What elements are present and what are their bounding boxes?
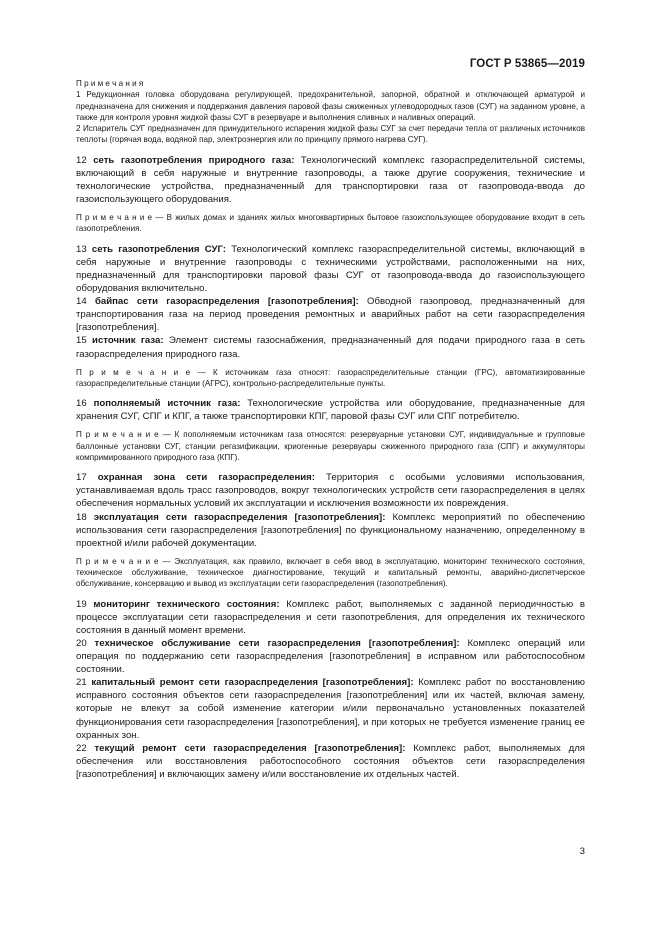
standard-designation: ГОСТ Р 53865—2019 xyxy=(469,58,585,70)
term-22: 22 текущий ремонт сети газораспределения [газопотребления]: Комплекс работ, выполняемых для обеспечения или восстановления работоспособного состояния объектов сети газораспределения [газопотребления] и включающих замену и/или восстановление их отдельных частей. xyxy=(76,742,585,780)
term-12-title: сеть газопотребления природного газа: xyxy=(93,154,295,166)
term-17-title: охранная зона сети газораспределения: xyxy=(97,472,315,484)
term-15-title: источник газа: xyxy=(92,335,164,347)
notes-heading: П р и м е ч а н и я xyxy=(76,79,144,88)
term-20-title: техническое обслуживание сети газораспределения [газопотребления]: xyxy=(94,638,460,649)
term-14: 14 байпас сети газораспределения [газопотребления]: Обводной газопровод, предназначенный для транспортирования газа на период проведения ремонтных и аварийных работ на сети газораспределения [газопотребления]. xyxy=(76,296,586,334)
term-14-title: байпас сети газораспределения [газопотребления]: xyxy=(94,296,359,308)
term-17: 17 охранная зона сети газораспределения: Территория с особыми условиями использования, устанавливаемая вдоль трасс газопроводов, вокруг технологических устройств сети газораспределения в целях обеспечения нормальных условий их эксплуатации и исключения возможности их повреждения. xyxy=(76,472,585,510)
page-number: 3 xyxy=(579,846,585,857)
note-15: П р и м е ч а н и е — К источникам газа относят: газораспределительные станции (ГРС), автоматизированные газораспределительные станции (АГРС), контрольно-распределительные пункты. xyxy=(76,367,586,388)
term-13-title: сеть газопотребления СУГ: xyxy=(91,243,226,255)
note-18: П р и м е ч а н и е — Эксплуатация, как правило, включает в себя ввод в эксплуатацию, мониторинг технического состояния, техническое обслуживание, техническое диагностирование, текущий и капитальный ремонты, аварийно-диспетчерское обслуживание, консервацию и вывод из эксплуатации сети газораспределения (газопотребления). xyxy=(76,556,585,589)
note-12: П р и м е ч а н и е — В жилых домах и зданиях жилых многоквартирных бытовое газоиспользующее оборудование входит в сеть газопотребления. xyxy=(76,213,585,234)
term-18-title: эксплуатация сети газораспределения [газопотребления]: xyxy=(93,511,386,523)
note-item-1: 1 Редукционная головка оборудована регулирующей, предохранительной, запорной, обратной и отключающей арматурой и предназначена для снижения и поддержания давления паровой фазы сжиженных углеводородных газов (СУГ) на заданном уровне, а также для контроля уровня жидкой фазы СУГ в резервуаре и выполнения сливных и наливных операций. xyxy=(76,90,585,122)
term-20: 20 техническое обслуживание сети газораспределения [газопотребления]: Комплекс операций или операция по поддержанию сети газораспределения [газопотребления] в исправном или работоспособном состоянии. xyxy=(76,638,585,676)
page-content xyxy=(76,78,585,781)
term-16: 16 пополняемый источник газа: Технологические устройства или оборудование, предназначенные для хранения СУГ, СПГ и КПГ, а также транспортировки КПГ, паровой фазы СУГ или СПГ потребителю. xyxy=(76,398,585,423)
term-22-title: текущий ремонт сети газораспределения [газопотребления]: xyxy=(94,742,406,754)
term-16-title: пополняемый источник газа: xyxy=(93,398,241,410)
term-21: 21 капитальный ремонт сети газораспределения [газопотребления]: Комплекс работ по восстановлению исправного состояния объектов сети газораспределения [газопотребления] или их частей, включая замену, которые не влекут за собой изменение категории и/или первоначально установленных показателей функционирования сети газораспределения [газопотребления], и при которых не требуется изменение границ ее охранных зон. xyxy=(76,677,585,741)
term-13: 13 сеть газопотребления СУГ: Технологический комплекс газораспределительной системы, включающий в себя наружные и внутренние газопроводы с техническими устройствами, расположенными на них, предназначенный для транспортировки паровой фазы СУГ от газопровода-ввода до газоиспользующего оборудования включительно. xyxy=(76,243,585,295)
term-15: 15 источник газа: Элемент системы газоснабжения, предназначенный для подачи природного газа в сеть газораспределения природного газа. xyxy=(76,335,585,360)
note-16: П р и м е ч а н и е — К пополняемым источникам газа относятся: резервуарные установки СУГ, индивидуальные и групповые баллонные установки СУГ, станции регазификации, криогенные резервуары сжиженного природного газа (СПГ) и аккумуляторы компримированного природного газа (КПГ). xyxy=(76,430,585,462)
term-21-title: капитальный ремонт сети газораспределения [газопотребления]: xyxy=(91,677,414,689)
note-item-2: 2 Испаритель СУГ предназначен для принудительного испарения жидкой фазы СУГ за счет передачи тепла от различных источников теплоты (горячая вода, водяной пар, электроэнергия или по принципу прямого нагрева СУГ). xyxy=(76,124,585,145)
term-19: 19 мониторинг технического состояния: Комплекс работ, выполняемых с заданной периодичностью в процессе эксплуатации сети газораспределения и сети газопотребления, для определения их технического состояния в данный момент времени. xyxy=(76,598,585,636)
notes-block xyxy=(76,78,585,146)
term-19-title: мониторинг технического состояния: xyxy=(93,598,280,610)
term-18: 18 эксплуатация сети газораспределения [газопотребления]: Комплекс мероприятий по обеспечению использования сети газораспределения [газопотребления] по функциональному назначению, определенному в проектной и/или рабочей документации. xyxy=(76,511,586,549)
term-12: 12 сеть газопотребления природного газа: Технологический комплекс газораспределительной системы, включающий в себя наружные и внутренние газопроводы, а также другие сооружения, технические и технологические устройства, предназначенный для транспортировки газа от газопровода-ввода до газоиспользующего оборудования. xyxy=(76,154,586,206)
